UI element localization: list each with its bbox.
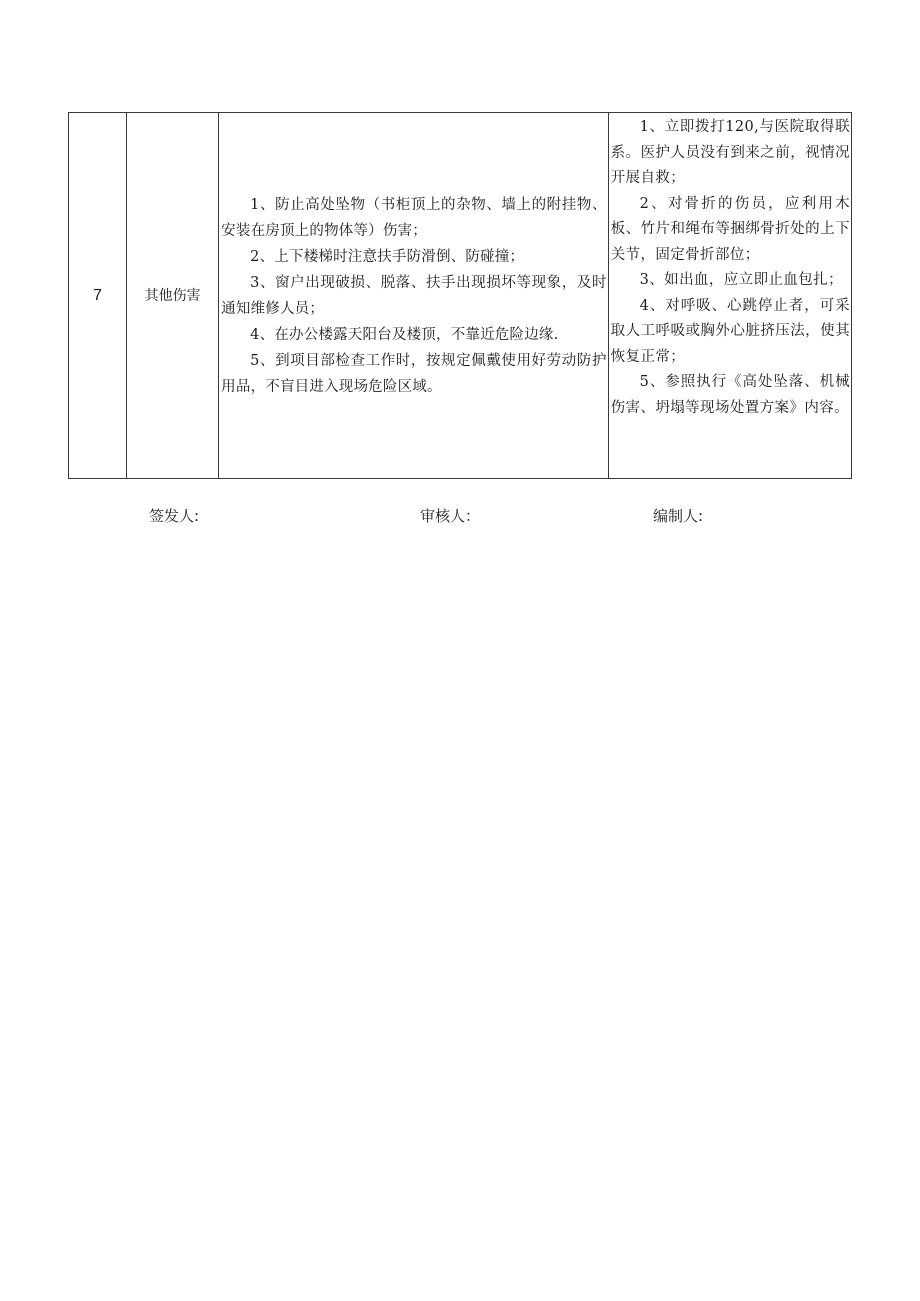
emergency-step: 5、参照执行《高处坠落、机械伤害、坍塌等现场处置方案》内容。 bbox=[610, 374, 850, 416]
row-number-cell bbox=[69, 113, 127, 479]
prevention-measure: 4、在办公楼露天阳台及楼顶，不靠近危险边缘. bbox=[250, 326, 559, 343]
emergency-step: 4、对呼吸、心跳停止者，可采取人工呼吸或胸外心脏挤压法，使其恢复正常； bbox=[610, 297, 850, 365]
emergency-handling-cell bbox=[608, 113, 851, 479]
prevention-measures-cell bbox=[219, 113, 608, 479]
hazard-table bbox=[68, 112, 852, 479]
issuer-label: 签发人: bbox=[149, 507, 200, 525]
emergency-step: 1、立即拨打120,与医院取得联系。医护人员没有到来之前，视情况开展自救； bbox=[610, 119, 850, 186]
hazard-type: 其他伤害 bbox=[144, 287, 201, 304]
reviewer-label: 审核人： bbox=[420, 507, 481, 525]
table-row bbox=[69, 113, 852, 479]
prevention-measure: 3、窗户出现破损、脱落、扶手出现损坏等现象，及时通知维修人员； bbox=[221, 274, 607, 317]
compiler-label: 编制人: bbox=[653, 507, 704, 525]
prevention-measure: 5、到项目部检查工作时，按规定佩戴使用好劳动防护用品，不盲目进入现场危险区域。 bbox=[221, 352, 607, 395]
hazard-type-cell bbox=[127, 113, 219, 479]
prevention-measure: 1、防止高处坠物（书柜顶上的杂物、墙上的附挂物、安装在房顶上的物体等）伤害； bbox=[221, 196, 607, 239]
emergency-step: 2、对骨折的伤员，应利用木板、竹片和绳布等捆绑骨折处的上下关节，固定骨折部位； bbox=[610, 195, 850, 263]
prevention-measure: 2、上下楼梯时注意扶手防滑倒、防碰撞； bbox=[250, 248, 525, 265]
emergency-step: 3、如出血，应立即止血包扎； bbox=[639, 272, 843, 288]
signature-row bbox=[0, 505, 920, 529]
row-number: 7 bbox=[93, 286, 102, 304]
